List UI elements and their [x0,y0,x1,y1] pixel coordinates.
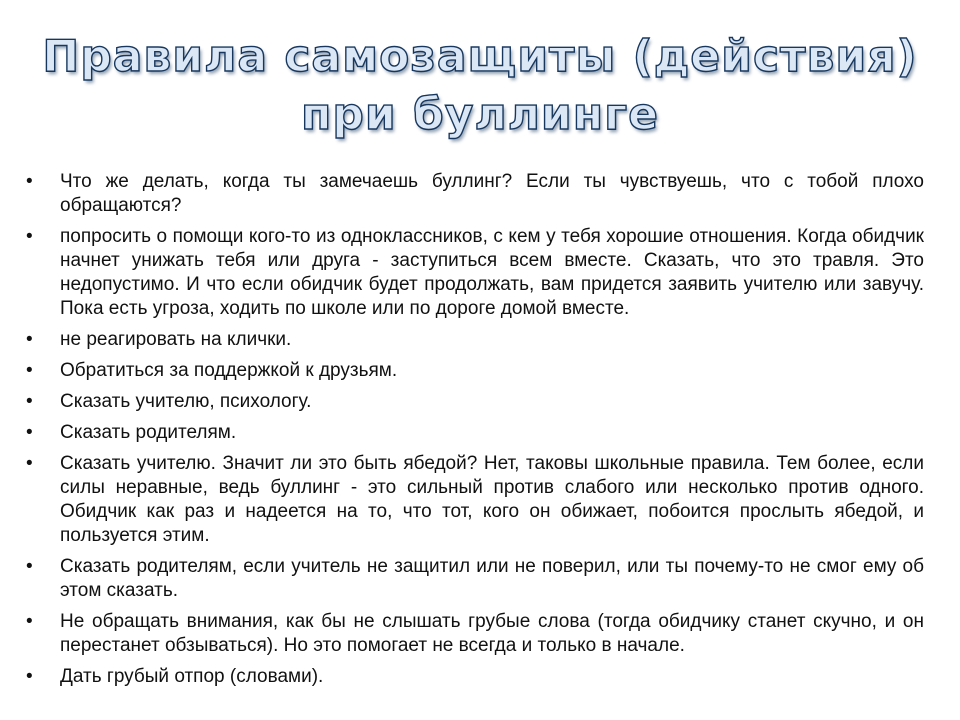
bullet-item [26,665,924,689]
bullet-text: попросить о помощи кого-то из одноклассников, с кем у тебя хорошие отношения. Когда обидчик начнет унижать тебя или друга - заступиться всем вместе. Сказать, что это травля. Это недопустимо. И что если обидчик будет продолжать, вам придется заявить учителю или завучу. Пока есть угроза, ходить по школе или по дороге домой вместе. [60,226,924,319]
bullet-dot: • [26,422,33,443]
bullet-text: Обратиться за поддержкой к друзьям. [60,360,398,381]
title-line-1: Правила самозащиты (действия) [42,31,918,82]
bullet-dot: • [26,666,33,687]
bullet-dot: • [26,329,33,350]
bullet-item [26,452,924,548]
bullet-item [26,328,924,352]
bullet-dot: • [26,611,33,632]
bullet-item [26,359,924,383]
bullet-list [26,170,924,696]
bullet-text: Дать грубый отпор (словами). [60,666,324,687]
bullet-dot: • [26,360,33,381]
bullet-text: Не обращать внимания, как бы не слышать грубые слова (тогда обидчику станет скучно, и он перестанет обзываться). Но это помогает не всегда и только в начале. [60,611,924,656]
bullet-dot: • [26,226,33,247]
bullet-text: не реагировать на клички. [60,329,292,350]
bullet-item [26,225,924,321]
bullet-text: Сказать учителю, психологу. [60,391,312,412]
bullet-dot: • [26,453,33,474]
bullet-item [26,390,924,414]
slide-title [40,28,920,144]
bullet-item [26,421,924,445]
bullet-dot: • [26,556,33,577]
bullet-item [26,610,924,658]
bullet-dot: • [26,391,33,412]
bullet-text: Сказать учителю. Значит ли это быть ябедой? Нет, таковы школьные правила. Тем более, если силы неравные, ведь буллинг - это сильный против слабого или несколько против одного. Обидчик как раз и надеется на то, что тот, кого он обижает, побоится прослыть ябедой, и пользуется этим. [60,453,924,546]
bullet-item [26,170,924,218]
title-line-2: при буллинге [301,89,659,140]
bullet-text: Сказать родителям. [60,422,237,443]
bullet-item [26,555,924,603]
bullet-dot: • [26,171,33,192]
bullet-text: Сказать родителям, если учитель не защитил или не поверил, или ты почему-то не смог ему об этом сказать. [60,556,924,601]
bullet-text: Что же делать, когда ты замечаешь буллинг? Если ты чувствуешь, что с тобой плохо обращаются? [60,171,924,216]
